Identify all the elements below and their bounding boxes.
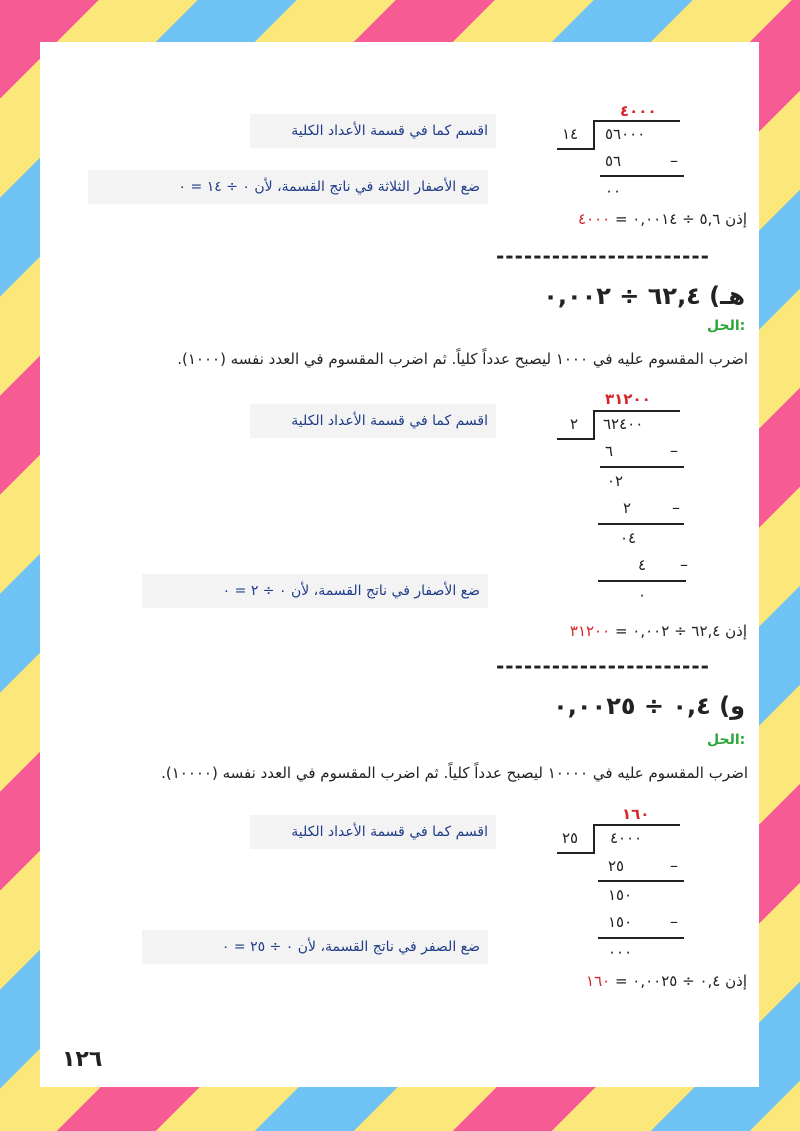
minus-sign: – — [670, 151, 678, 170]
problem-heading-f: و) ٠,٤ ÷ ٠,٠٠٢٥ — [553, 692, 745, 720]
division-bracket-e — [593, 410, 595, 438]
solution-label-e: الحل: — [707, 318, 746, 334]
page-number: ١٢٦ — [62, 1047, 103, 1072]
subtraction-line-e-1 — [600, 466, 684, 468]
result-f-prefix: إذن ٠,٤ ÷ ٠,٠٠٢٥ = — [610, 972, 747, 990]
subtraction-line-d — [600, 175, 684, 177]
dividend-f: ٤٠٠٠ — [610, 829, 643, 847]
division-bracket-f — [593, 824, 595, 852]
note-zeros-d: ضع الأصفار الثلاثة في ناتج القسمة، لأن ٠ ÷ ١٤ = ٠ — [88, 170, 488, 204]
result-f — [520, 972, 747, 990]
step-e-3: ٤ — [638, 556, 647, 574]
step-e-2: ٢ — [623, 499, 632, 517]
minus-sign: – — [672, 498, 680, 517]
result-d-value: ٤٠٠٠ — [577, 210, 611, 228]
dividend-e: ٦٢٤٠٠ — [603, 415, 644, 433]
subtraction-line-f-1 — [598, 880, 684, 882]
subtraction-line-e-3 — [598, 580, 686, 582]
dividend-d: ٥٦٠٠٠ — [605, 125, 646, 143]
step-d-1: ٥٦ — [605, 152, 622, 170]
divisor-f: ٢٥ — [562, 829, 579, 847]
division-bracket-d — [593, 120, 595, 148]
divisor-underline-f — [557, 852, 595, 854]
remainder-e-3: ٠ — [638, 586, 647, 604]
step-f-1: ٢٥ — [608, 857, 625, 875]
note-divide-e: اقسم كما في قسمة الأعداد الكلية — [250, 404, 496, 438]
subtraction-line-f-2 — [598, 937, 684, 939]
divisor-e: ٢ — [570, 415, 579, 433]
divisor-underline-e — [557, 438, 595, 440]
solution-label-f: الحل: — [707, 732, 746, 748]
division-bar-f — [595, 824, 680, 826]
result-f-value: ١٦٠ — [586, 972, 611, 990]
note-divide-f: اقسم كما في قسمة الأعداد الكلية — [250, 815, 496, 849]
divisor-d: ١٤ — [562, 125, 579, 143]
result-e-value: ٣١٢٠٠ — [569, 622, 611, 640]
step-e-1: ٦ — [605, 442, 614, 460]
result-d-prefix: إذن ٥,٦ ÷ ٠,٠٠١٤ = — [610, 210, 747, 228]
problem-heading-e: هـ) ٦٢,٤ ÷ ٠,٠٠٢ — [543, 282, 745, 310]
result-d — [525, 210, 747, 228]
subtraction-line-e-2 — [598, 523, 684, 525]
minus-sign: – — [670, 441, 678, 460]
step-f-2: ١٥٠ — [608, 913, 633, 931]
remainder-e-2: ٠٤ — [620, 529, 637, 547]
division-bar-e — [595, 410, 680, 412]
note-zeros-f: ضع الصفر في ناتج القسمة، لأن ٠ ÷ ٢٥ = ٠ — [142, 930, 488, 964]
division-bar-d — [595, 120, 680, 122]
quotient-e: ٣١٢٠٠ — [605, 390, 651, 408]
divisor-underline-d — [557, 148, 595, 150]
remainder-d: ٠٠ — [605, 182, 622, 200]
note-zeros-e: ضع الأصفار في ناتج القسمة، لأن ٠ ÷ ٢ = ٠ — [142, 574, 488, 608]
instruction-e: اضرب المقسوم عليه في ١٠٠٠ ليصبح عدداً كلياً. ثم اضرب المقسوم في العدد نفسه (١٠٠٠). — [177, 350, 748, 368]
separator-2: ----------------------- — [496, 654, 710, 678]
remainder-e-1: ٠٢ — [607, 472, 624, 490]
result-e — [500, 622, 747, 640]
minus-sign: – — [670, 912, 678, 931]
minus-sign: – — [680, 555, 688, 574]
quotient-f: ١٦٠ — [622, 805, 650, 823]
result-e-prefix: إذن ٦٢,٤ ÷ ٠,٠٠٢ = — [610, 622, 747, 640]
remainder-f-1: ١٥٠ — [608, 886, 633, 904]
note-divide-d: اقسم كما في قسمة الأعداد الكلية — [250, 114, 496, 148]
worksheet-page — [40, 42, 759, 1087]
instruction-f: اضرب المقسوم عليه في ١٠٠٠٠ ليصبح عدداً كلياً. ثم اضرب المقسوم في العدد نفسه (١٠٠٠٠). — [161, 764, 748, 782]
separator-1: ----------------------- — [496, 244, 710, 268]
minus-sign: – — [670, 856, 678, 875]
remainder-f-2: ٠٠٠ — [608, 943, 633, 961]
quotient-d: ٤٠٠٠ — [620, 102, 657, 120]
